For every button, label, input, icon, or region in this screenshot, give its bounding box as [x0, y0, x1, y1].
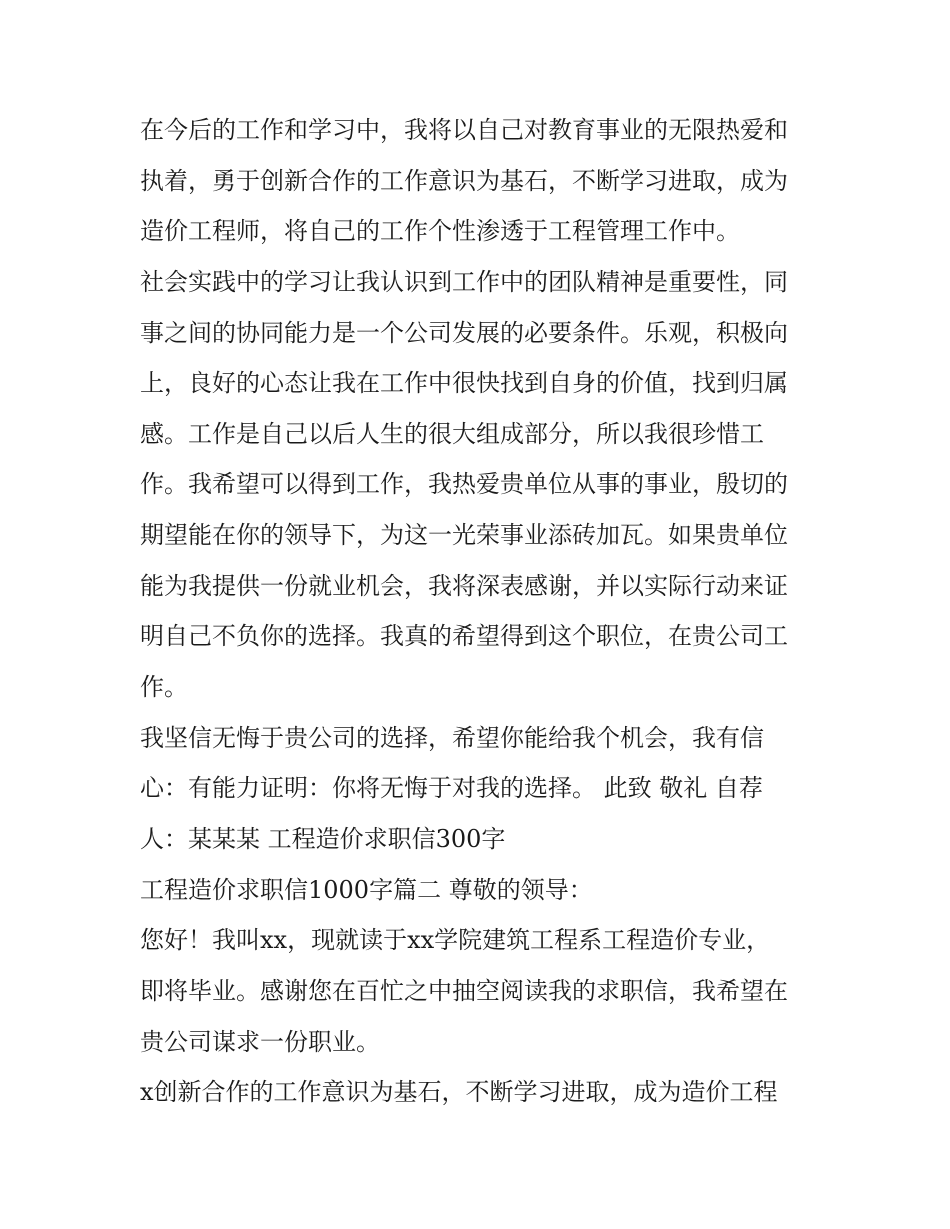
text-line: 贵公司谋求一份职业。 — [140, 1028, 380, 1056]
text-line: 社会实践中的学习让我认识到工作中的团队精神是重要性，同 — [140, 268, 788, 296]
text-line: 上，良好的心态让我在工作中很快找到自身的价值，找到归属 — [140, 369, 788, 397]
text-line: 期望能在你的领导下，为这一光荣事业添砖加瓦。如果贵单位 — [140, 521, 788, 549]
text-line: 事之间的协同能力是一个公司发展的必要条件。乐观，积极向 — [140, 319, 788, 347]
text-line: 感。工作是自己以后人生的很大组成部分，所以我很珍惜工 — [140, 420, 764, 448]
text-line: x创新合作的工作意识为基石，不断学习进取，成为造价工程 — [140, 1078, 778, 1106]
text-line: 心：有能力证明：你将无悔于对我的选择。 此致 敬礼 自荐 — [140, 774, 763, 802]
text-line: 执着，勇于创新合作的工作意识为基石，不断学习进取，成为 — [140, 167, 788, 195]
text-line: 作。 — [140, 673, 188, 701]
text-line: 您好！我叫xx，现就读于xx学院建筑工程系工程造价专业， — [140, 926, 771, 954]
text-line: 即将毕业。感谢您在百忙之中抽空阅读我的求职信，我希望在 — [140, 977, 788, 1005]
text-line: 能为我提供一份就业机会，我将深表感谢，并以实际行动来证 — [140, 572, 788, 600]
text-line: 作。我希望可以得到工作，我热爱贵单位从事的事业，殷切的 — [140, 470, 788, 498]
text-line: 工程造价求职信1000字篇二 尊敬的领导： — [140, 876, 593, 904]
text-line: 造价工程师，将自己的工作个性渗透于工程管理工作中。 — [140, 217, 740, 245]
text-line: 我坚信无悔于贵公司的选择，希望你能给我个机会，我有信 — [140, 724, 764, 752]
text-line: 明自己不负你的选择。我真的希望得到这个职位，在贵公司工 — [140, 622, 788, 650]
text-line: 人：某某某 工程造价求职信300字 — [140, 825, 506, 853]
text-line: 在今后的工作和学习中，我将以自己对教育事业的无限热爱和 — [140, 116, 788, 144]
